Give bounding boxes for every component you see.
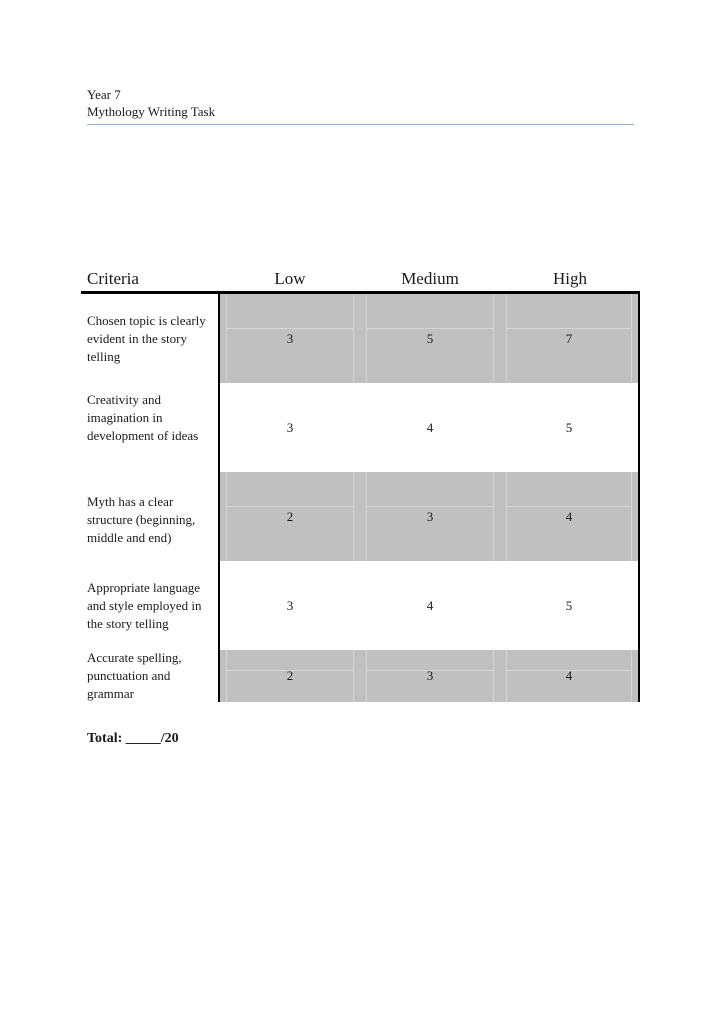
score-low: 3 <box>286 419 294 435</box>
score-low-cell <box>220 472 360 561</box>
score-low: 3 <box>286 330 294 346</box>
criteria-cell: Accurate spelling, punctuation and grammar <box>81 650 220 702</box>
score-medium: 4 <box>426 419 434 435</box>
document-header <box>87 86 634 120</box>
score-medium-cell <box>360 472 500 561</box>
score-medium: 4 <box>426 597 434 613</box>
score-medium-cell <box>360 383 500 472</box>
score-low-cell <box>220 383 360 472</box>
table-row <box>81 383 640 472</box>
table-row <box>81 650 640 702</box>
score-high-cell <box>500 383 640 472</box>
column-header-low: Low <box>274 269 306 288</box>
table-row <box>81 472 640 561</box>
score-high: 5 <box>565 597 573 613</box>
criteria-cell: Myth has a clear structure (beginning, middle and end) <box>81 472 220 561</box>
score-low-cell <box>220 294 360 383</box>
score-high-cell <box>500 561 640 650</box>
score-low: 2 <box>286 668 294 683</box>
total-score-line: Total: _____/20 <box>87 731 179 746</box>
score-high: 5 <box>565 419 573 435</box>
score-low-cell <box>220 561 360 650</box>
criteria-cell: Creativity and imagination in development of ideas <box>81 383 220 472</box>
header-divider <box>87 124 634 125</box>
score-medium: 5 <box>426 330 434 346</box>
column-header-high: High <box>553 269 587 288</box>
score-high: 4 <box>565 668 573 683</box>
criteria-cell: Appropriate language and style employed in the story telling <box>81 561 220 650</box>
criteria-cell: Chosen topic is clearly evident in the story telling <box>81 294 220 383</box>
score-high: 7 <box>565 330 573 346</box>
score-low: 2 <box>286 508 294 524</box>
year-label: Year 7 <box>87 87 121 102</box>
score-high-cell <box>500 472 640 561</box>
rubric-table <box>81 263 640 702</box>
task-title: Mythology Writing Task <box>87 104 216 119</box>
score-high: 4 <box>565 508 573 524</box>
table-header-row <box>81 263 640 294</box>
score-low-cell <box>220 650 360 702</box>
score-medium: 3 <box>426 508 434 524</box>
table-row <box>81 294 640 383</box>
column-header-criteria: Criteria <box>87 269 139 288</box>
score-low: 3 <box>286 597 294 613</box>
score-medium-cell <box>360 294 500 383</box>
table-row <box>81 561 640 650</box>
score-high-cell <box>500 650 640 702</box>
score-high-cell <box>500 294 640 383</box>
score-medium-cell <box>360 650 500 702</box>
column-header-medium: Medium <box>401 269 459 288</box>
score-medium-cell <box>360 561 500 650</box>
score-medium: 3 <box>426 668 434 683</box>
